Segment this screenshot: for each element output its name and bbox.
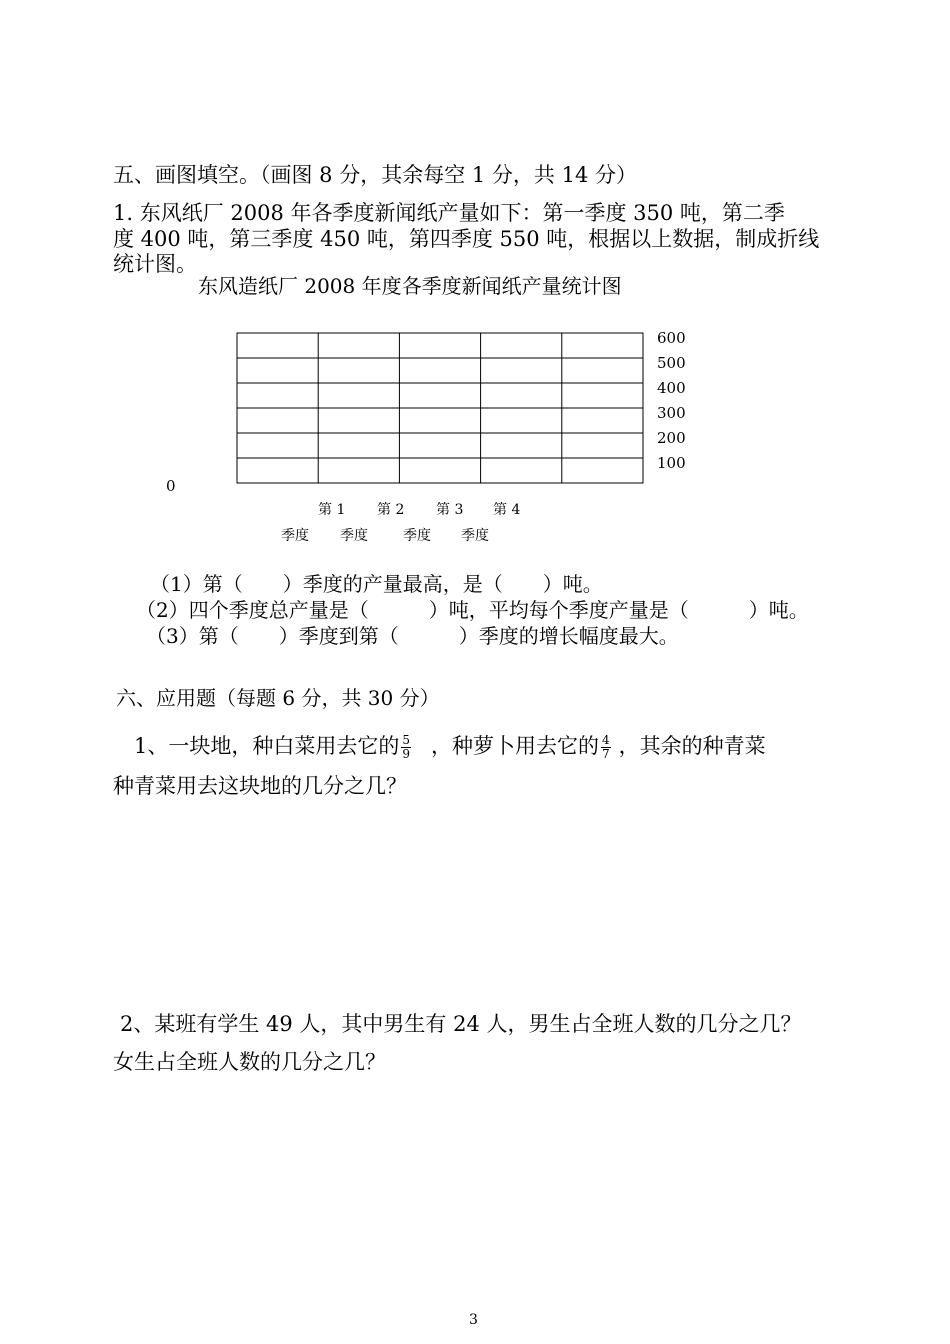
x-label-quarter-word: 季度 [403, 528, 431, 544]
blank-question-2: （2）四个季度总产量是（ ）吨，平均每个季度产量是（ ）吨。 [136, 598, 809, 622]
fraction-numerator: 5 [402, 733, 411, 747]
origin-label: 0 [166, 477, 176, 495]
fraction-denominator: 7 [602, 747, 610, 761]
section-5-heading: 五、画图填空。（画图 8 分，其余每空 1 分，共 14 分） [113, 163, 637, 187]
x-label-quarter-number: 第 3 [436, 502, 464, 518]
question-1-line-3: 统计图。 [113, 252, 197, 276]
question-1-line-1: 1. 东风纸厂 2008 年各季度新闻纸产量如下：第一季度 350 吨，第二季 [113, 201, 785, 225]
chart-grid [236, 332, 646, 487]
problem-1-text-c: ，其余的种青菜 [618, 734, 766, 758]
x-label-quarter-word: 季度 [340, 528, 368, 544]
x-label-quarter-word: 季度 [461, 528, 489, 544]
question-1-line-2: 度 400 吨，第三季度 450 吨，第四季度 550 吨，根据以上数据，制成折线 [113, 227, 820, 251]
fraction-four-sevenths [601, 734, 611, 761]
y-tick-label: 600 [657, 329, 686, 347]
x-label-quarter-number: 第 4 [493, 502, 521, 518]
fraction-five-ninths [401, 734, 411, 761]
fraction-numerator: 4 [602, 733, 610, 747]
page-number: 3 [469, 1312, 478, 1328]
blank-question-3: （3）第（ ）季度到第（ ）季度的增长幅度最大。 [146, 624, 679, 648]
x-label-quarter-number: 第 1 [318, 502, 346, 518]
problem-2-line-2: 女生占全班人数的几分之几？ [113, 1050, 386, 1074]
y-tick-label: 400 [657, 379, 686, 397]
blank-question-1: （1）第（ ）季度的产量最高，是（ ）吨。 [150, 572, 603, 596]
y-tick-label: 300 [657, 404, 686, 422]
fraction-denominator: 9 [402, 747, 411, 761]
problem-1-line-1 [134, 733, 766, 761]
y-tick-label: 100 [657, 454, 686, 472]
problem-1-line-2: 种青菜用去这块地的几分之几？ [113, 774, 407, 798]
chart-title: 东风造纸厂 2008 年度各季度新闻纸产量统计图 [198, 274, 622, 298]
problem-1-text-a: 1、一块地，种白菜用去它的 [134, 734, 400, 758]
x-label-quarter-number: 第 2 [377, 502, 405, 518]
problem-1-text-b: ，种萝卜用去它的 [431, 734, 600, 758]
y-tick-label: 500 [657, 354, 686, 372]
x-label-quarter-word: 季度 [281, 528, 309, 544]
y-tick-label: 200 [657, 429, 686, 447]
problem-2-line-1: 2、某班有学生 49 人，其中男生有 24 人，男生占全班人数的几分之几？ [120, 1012, 802, 1036]
section-6-heading: 六、应用题（每题 6 分，共 30 分） [116, 686, 440, 710]
